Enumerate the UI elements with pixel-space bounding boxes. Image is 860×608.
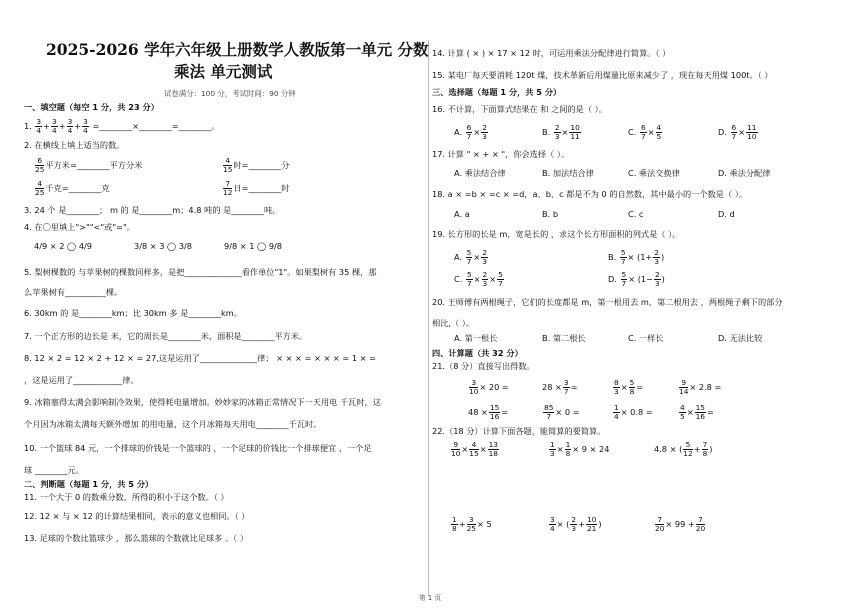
q19-option-c[interactable]: C. $\frac{5}{7}$ × $\frac{2}{3}$ × $\frac{5}{7}$ (454, 270, 503, 288)
question-8-line-2: ，这是运用了____________律。 (24, 375, 139, 385)
question-16: 16. 不计算，下面算式结果在 和 之间的是（ ）。 (432, 104, 607, 114)
q21-item-1: $\frac{3}{10}$ × 20 = (469, 378, 509, 396)
section-choice-title: 三、选择题（每题 1 分，共 5 分） (432, 87, 562, 97)
q16-option-d[interactable]: D. $\frac{6}{7}$ × $\frac{11}{10}$ (718, 123, 757, 141)
q19-option-a[interactable]: A. $\frac{5}{7}$ × $\frac{2}{3}$ (454, 248, 487, 266)
section-judge-title: 二、判断题（每题 1 分，共 5 分） (24, 479, 154, 489)
question-22: 22.（18 分）计算下面各题，能简算的要简算。 (432, 426, 606, 436)
q16-option-c[interactable]: C. $\frac{6}{7}$ × $\frac{4}{5}$ (628, 123, 662, 141)
q22-item-2: $\frac{1}{3}$ × $\frac{1}{8}$ × 9 × 24 (550, 440, 610, 458)
question-4-b: 3/8 × 3 ◯ 3/8 (134, 241, 192, 251)
q17-option-a[interactable]: A. 乘法结合律 (454, 168, 506, 178)
question-2: 2. 在横线上填上适当的数。 (24, 140, 125, 150)
exam-meta: 试卷满分：100 分，考试时间：90 分钟 (164, 89, 296, 98)
question-12: 12. 12 × 与 × 12 的计算结果相同，表示的意义也相同。（ ） (24, 511, 250, 521)
q18-option-a[interactable]: A. a (454, 209, 470, 219)
question-5-line-2: 么苹果树有__________棵。 (24, 287, 123, 297)
title-line-2: 乘法 单元测试 (174, 62, 273, 81)
question-5-line-1: 5. 梨树棵数的 与苹果树的棵数同样多，是把______________看作单位"1"。如果梨树有 35 棵，那 (24, 267, 377, 277)
column-divider (428, 40, 429, 596)
q17-option-c[interactable]: C. 乘法交换律 (628, 168, 680, 178)
q21-item-8: $\frac{4}{5}$ × $\frac{15}{16}$ = (680, 403, 714, 421)
q21-item-5: 48 × $\frac{15}{16}$ = (468, 403, 509, 421)
question-2-row-1b: $\frac{4}{15}$ 时=________分 (223, 156, 290, 174)
question-13: 13. 足球的个数比篮球少 ，那么篮球的个数就比足球多 。（ ） (24, 533, 249, 543)
q21-item-2: 28 × $\frac{3}{7}$ = (542, 378, 578, 396)
question-14: 14. 计算 ( × ) × 17 × 12 时，可运用乘法分配律进行简算。（ ） (432, 48, 671, 58)
question-15: 15. 某电厂每天要消耗 120t 煤，技术革新后用煤量比原来减少了 ，现在每天用煤 100t。（ ） (432, 70, 773, 80)
q21-item-4: $\frac{9}{14}$ × 2.8 = (679, 378, 722, 396)
question-18: 18. a × =b × =c × =d，a、b、c 都是不为 0 的自然数，其中最小的一个数是（ ）。 (432, 189, 748, 199)
q22-item-5: $\frac{3}{4}$ × ( $\frac{2}{3}$ + $\frac{10}{21}$ ) (550, 515, 602, 533)
q18-option-c[interactable]: C. c (628, 209, 644, 219)
question-21: 21.（8 分）直接写出得数。 (432, 361, 535, 371)
q19-option-b[interactable]: B. $\frac{5}{7}$ × (1+ $\frac{2}{3}$ ) (608, 248, 665, 266)
q21-item-3: $\frac{8}{3}$ × $\frac{5}{8}$ = (614, 378, 644, 396)
q18-option-b[interactable]: B. b (542, 209, 559, 219)
question-8-line-1: 8. 12 × 2 = 12 × 2 + 12 × = 27,这是运用了______________律； × × × = × × × = 1 × = (24, 353, 376, 363)
q20-option-a[interactable]: A. 第一根长 (454, 333, 498, 343)
question-4-a: 4/9 × 2 ◯ 4/9 (34, 241, 92, 251)
question-17: 17. 计算 " × + × "，你会选择（ ）。 (432, 149, 570, 159)
title-line-1: 2025-2026 学年六年级上册数学人教版第一单元 分数 (46, 40, 429, 59)
question-2-row-1: $\frac{6}{25}$ 平方米=________平方分米 (35, 156, 143, 174)
q22-item-3: 4.8 × ( $\frac{5}{12}$ + $\frac{7}{8}$ ) (654, 440, 713, 458)
question-19: 19. 长方形的长是 m，宽是长的 ，求这个长方形面积的列式是（ ）。 (432, 229, 681, 239)
question-3: 3. 24 个 是________； m 的 是________m；4.8 吨的 是________吨。 (24, 205, 281, 215)
question-7: 7. 一个正方形的边长是 米，它的周长是________米，面积是________平方米。 (24, 331, 308, 341)
question-10-line-2: 球 ________元。 (24, 465, 84, 475)
question-10-line-1: 10. 一个篮球 84 元，一个排球的价钱是一个篮球的 ，一个足球的价钱比一个排球便宜 ，一个足 (24, 443, 372, 453)
q21-item-7: $\frac{1}{4}$ × 0.8 = (614, 403, 653, 421)
q22-item-4: $\frac{1}{8}$ + $\frac{3}{25}$ × 5 (452, 515, 492, 533)
section-fill-blank-title: 一、填空题（每空 1 分，共 23 分） (24, 102, 159, 112)
q21-item-6: $\frac{85}{7}$ × 0 = (544, 403, 580, 421)
q22-item-6: $\frac{7}{20}$ × 99 + $\frac{7}{20}$ (655, 515, 706, 533)
question-9-line-1: 9. 冰箱塞得太满会影响制冷效果，使得耗电量增加。妙妙家的冰箱正常情况下一天用电 千瓦时，这 (24, 397, 381, 407)
q16-option-b[interactable]: B. $\frac{2}{3}$ × $\frac{10}{11}$ (542, 123, 580, 141)
question-4-c: 9/8 × 1 ◯ 9/8 (224, 241, 282, 251)
section-calc-title: 四、计算题（共 32 分） (432, 348, 523, 358)
q22-item-1: $\frac{9}{10}$ × $\frac{4}{15}$ × $\frac{13}{18}$ (451, 440, 498, 458)
question-4: 4. 在〇里填上">""<"或"="。 (24, 222, 135, 232)
question-9-line-2: 个月因为冰箱太满每天额外增加 的用电量，这个月冰箱每天用电________千瓦时。 (24, 419, 322, 429)
q17-option-d[interactable]: D. 乘法分配律 (718, 168, 771, 178)
question-2-row-2: $\frac{4}{25}$ 千克=________克 (35, 179, 110, 197)
q20-option-b[interactable]: B. 第二根长 (542, 333, 586, 343)
question-1: 1. $\frac{3}{4}$ + $\frac{3}{4}$ + $\frac{3}{4}$ + $\frac{3}{4}$ =________×________=________。 (24, 117, 220, 135)
question-20-line-2: 相比,（ ）。 (432, 318, 475, 328)
q20-option-d[interactable]: D. 无法比较 (718, 333, 763, 343)
question-11: 11. 一个大于 0 的数乘分数，所得的积小于这个数。（ ） (24, 492, 229, 502)
page-number: 第 1 页 (418, 594, 442, 602)
q17-option-b[interactable]: B. 加法结合律 (542, 168, 594, 178)
q19-option-d[interactable]: D. $\frac{5}{7}$ × (1− $\frac{2}{3}$ ) (608, 270, 665, 288)
question-6: 6. 30km 的 是________km；比 30km 多 是________km。 (24, 308, 242, 318)
question-2-row-2b: $\frac{7}{12}$ 日=________时 (223, 179, 290, 197)
q18-option-d[interactable]: D. d (718, 209, 735, 219)
q20-option-c[interactable]: C. 一样长 (628, 333, 664, 343)
q16-option-a[interactable]: A. $\frac{6}{7}$ × $\frac{2}{3}$ (454, 123, 487, 141)
question-20-line-1: 20. 王师傅有两根绳子，它们的长度都是 m，第一根用去 m，第二根用去 ，两根绳子剩下的部分 (432, 297, 783, 307)
